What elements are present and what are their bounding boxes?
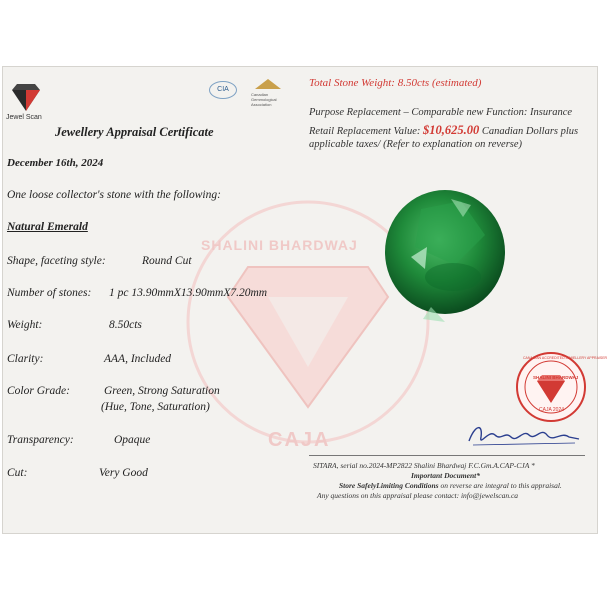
- footer-contact: Any questions on this appraisal please contact: info@jewelscan.ca: [317, 491, 519, 500]
- seal-name: SHALINI BHARDWAJ: [533, 375, 579, 380]
- jewel-scan-logo: [9, 81, 43, 113]
- footer-important: Important Document*: [411, 471, 480, 480]
- field-value-cut: Very Good: [99, 467, 148, 479]
- footer-serial: SITARA, serial no.2024-MP2822 Shalini Bhardwaj F.C.Gm.A.CAP-CJA *: [313, 461, 535, 470]
- purpose-line: Purpose Replacement – Comparable new Function: Insurance: [309, 107, 573, 118]
- retail-value: $10,625.00: [423, 123, 480, 137]
- certificate-paper: [2, 66, 607, 534]
- signature: [465, 417, 583, 451]
- field-label-stones: Number of stones:: [7, 287, 92, 299]
- field-label-color: Color Grade:: [7, 385, 70, 397]
- field-value-shape: Round Cut: [142, 255, 192, 267]
- field-value-color: Green, Strong Saturation: [104, 385, 220, 397]
- brand-name: Jewel Scan: [6, 114, 42, 121]
- field-value-weight: 8.50cts: [109, 319, 142, 331]
- field-label-clarity: Clarity:: [7, 353, 44, 365]
- field-label-cut: Cut:: [7, 467, 28, 479]
- field-value-color-note: (Hue, Tone, Saturation): [101, 401, 210, 413]
- footer-conditions: on reverse are integral to this appraisal.: [440, 481, 562, 490]
- seal-ring-text: CANADIAN ACCREDITED JEWELLERY APPRAISER: [523, 356, 607, 360]
- certificate-date: December 16th, 2024: [7, 157, 104, 169]
- watermark-name: SHALINI BHARDWAJ: [201, 237, 358, 253]
- watermark-org: CAJA: [268, 429, 331, 451]
- total-stone-weight: Total Stone Weight: 8.50cts (estimated): [309, 77, 482, 89]
- cga-logo-icon: [253, 77, 283, 91]
- certificate-title: Jewellery Appraisal Certificate: [55, 125, 214, 139]
- cga-logo-text: Canadian Gemmological Association: [251, 92, 277, 107]
- seal-year: CAJA 2024: [539, 407, 565, 413]
- certificate-intro: One loose collector's stone with the following:: [7, 189, 221, 201]
- emerald-stone-image: [383, 187, 509, 317]
- field-value-stones: 1 pc 13.90mmX13.90mmX7.20mm: [109, 287, 268, 299]
- retail-line2: applicable taxes/ (Refer to explanation on reverse): [309, 139, 523, 150]
- field-label-weight: Weight:: [7, 319, 43, 331]
- field-value-transparency: Opaque: [114, 434, 151, 446]
- footer-store-safely: Store SafelyLimiting Conditions: [339, 481, 439, 490]
- field-label-transparency: Transparency:: [7, 434, 74, 446]
- retail-suffix: Canadian Dollars plus: [481, 126, 579, 137]
- field-value-clarity: AAA, Included: [104, 353, 172, 365]
- cia-logo: CIA: [209, 81, 237, 99]
- stone-name: Natural Emerald: [7, 221, 88, 233]
- signature-line: [309, 455, 585, 456]
- field-label-shape: Shape, faceting style:: [7, 255, 106, 267]
- retail-label: Retail Replacement Value:: [309, 126, 421, 137]
